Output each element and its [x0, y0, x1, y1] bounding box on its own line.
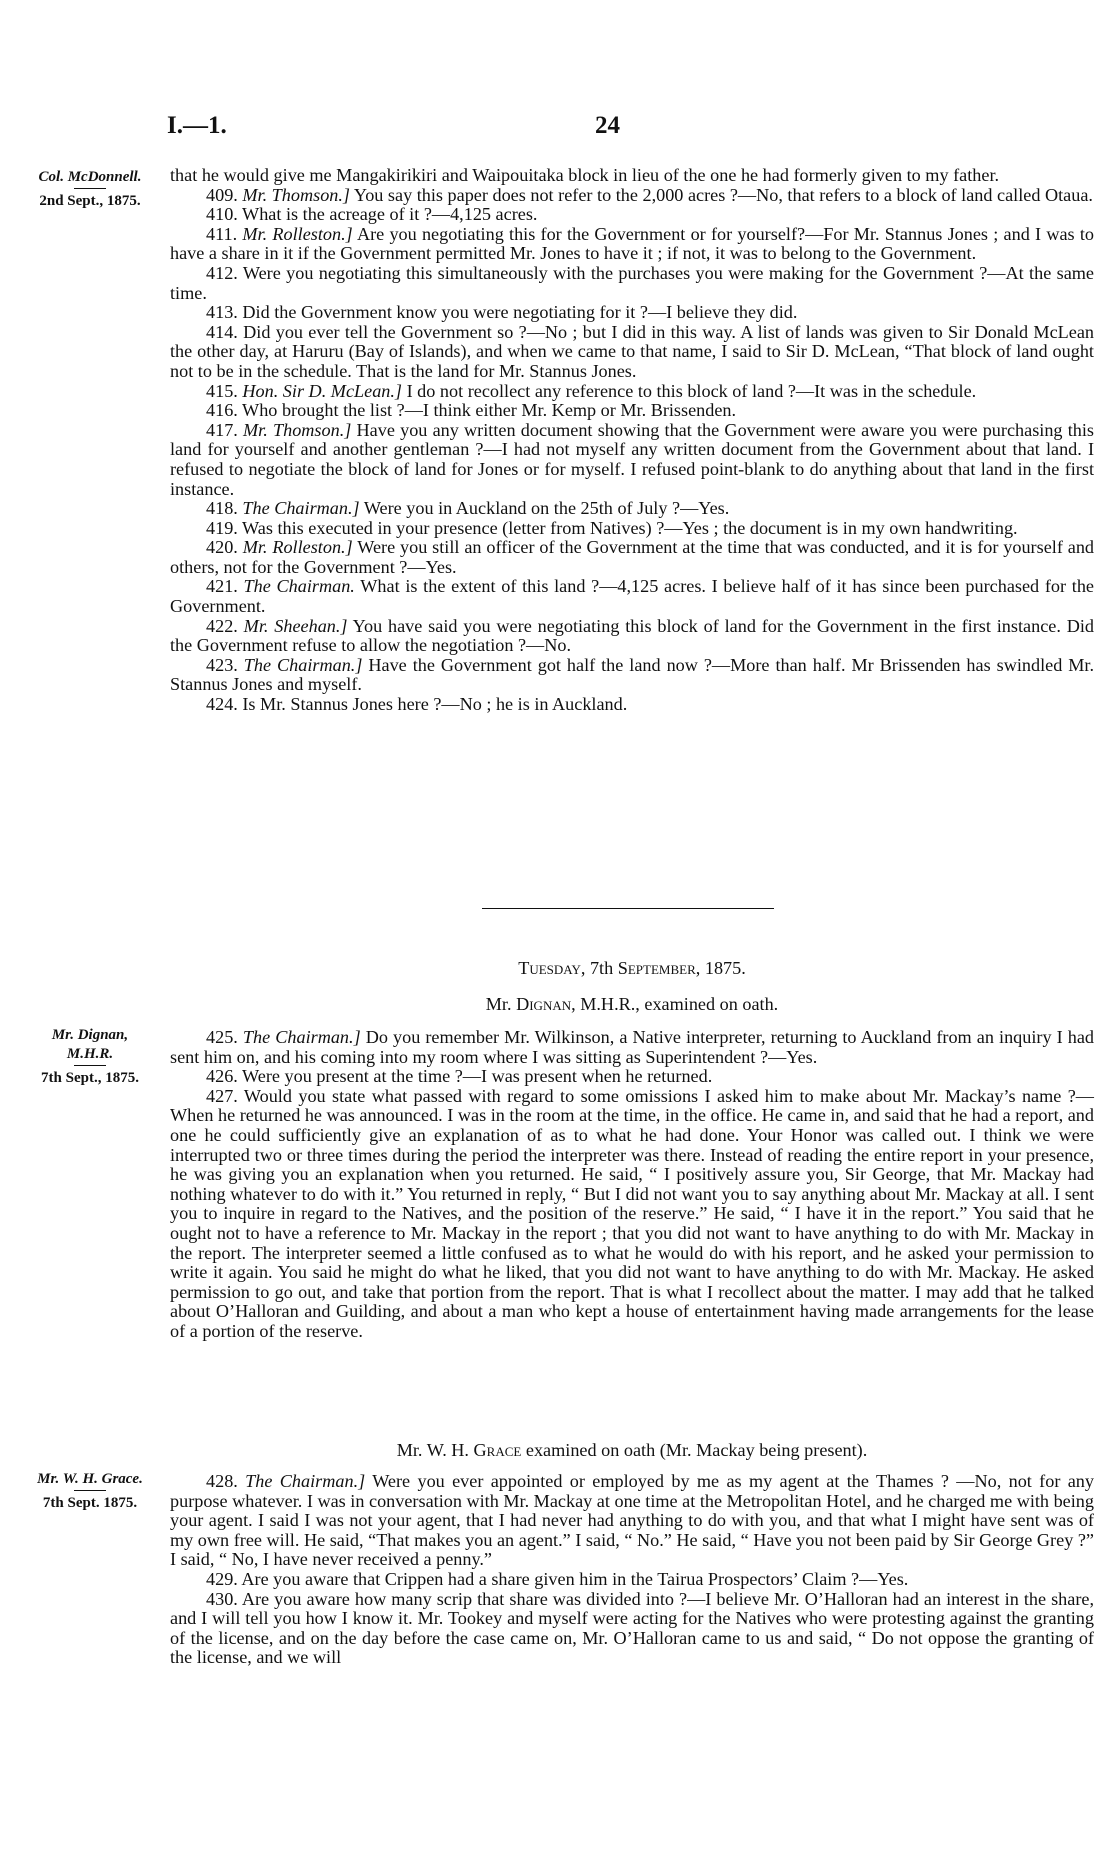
evidence-paragraph: 426. Were you present at the time ?—I was present when he returned.	[206, 1066, 713, 1087]
margin-witness-title: M.H.R.	[66, 1046, 114, 1062]
evidence-section-2	[170, 1028, 1094, 1342]
evidence-paragraph: 420. Mr. Rolleston.] Were you still an officer of the Government at the time that was conducted, and it is for yourself and others, not for the Government ?—Yes.	[170, 537, 1095, 577]
evidence-paragraph: 424. Is Mr. Stannus Jones here ?—No ; he is in Auckland.	[206, 694, 628, 715]
evidence-section-3	[170, 1472, 1094, 1668]
margin-rule	[74, 1490, 106, 1491]
evidence-paragraph: 423. The Chairman.] Have the Government got half the land now ?—More than half. Mr Brissenden has swindled Mr. Stannus Jones and myself.	[170, 654, 1095, 695]
margin-date: 2nd Sept., 1875.	[39, 193, 141, 209]
evidence-paragraph: 414. Did you ever tell the Government so ?—No ; but I did in this way. A list of lands was given to Sir Donald McLean the other day, at Haruru (Bay of Islands), and when we came to that name, I said to Sir D. McLean, “That block of land ought not to be in the schedule. That is the land for Mr. Stannus Jones.	[170, 321, 1095, 381]
evidence-paragraph: 415. Hon. Sir D. McLean.] I do not recollect any reference to this block of land ?—It was in the schedule.	[206, 380, 977, 401]
evidence-paragraph: that he would give me Mangakirikiri and Waipouitaka block in lieu of the one he had formerly given to my father.	[170, 165, 1000, 185]
page-number: 24	[595, 112, 620, 139]
evidence-paragraph: 411. Mr. Rolleston.] Are you negotiating this for the Government or for yourself?—For Mr. Stannus Jones ; and I was to have a share in it if the Government permitted Mr. Jones to have it ; if not, it was to belong to the Government.	[170, 223, 1094, 264]
evidence-paragraph: 418. The Chairman.] Were you in Auckland on the 25th of July ?—Yes.	[206, 498, 730, 519]
margin-date: 7th Sept., 1875.	[41, 1070, 139, 1086]
margin-note-dignan	[20, 1026, 160, 1088]
margin-date: 7th Sept. 1875.	[42, 1495, 138, 1511]
evidence-paragraph: 416. Who brought the list ?—I think either Mr. Kemp or Mr. Brissenden.	[206, 400, 737, 421]
evidence-paragraph: 412. Were you negotiating this simultaneously with the purchases you were making for the Government ?—At the same time.	[170, 262, 1095, 303]
margin-witness-name: Mr. W. H. Grace.	[37, 1471, 143, 1487]
margin-rule	[74, 1065, 106, 1066]
evidence-paragraph: 409. Mr. Thomson.] You say this paper does not refer to the 2,000 acres ?—No, that refers to a block of land called Otaua.	[206, 184, 1093, 205]
margin-rule	[74, 188, 106, 189]
evidence-paragraph: 419. Was this executed in your presence (letter from Natives) ?—Yes ; the document is in my own handwriting.	[206, 517, 1018, 538]
evidence-paragraph: 429. Are you aware that Crippen had a share given him in the Tairua Prospectors’ Claim ?—Yes.	[206, 1568, 909, 1589]
evidence-paragraph: 421. The Chairman. What is the extent of this land ?—4,125 acres. I believe half of it has since been purchased for the Government.	[170, 576, 1094, 617]
evidence-paragraph: 422. Mr. Sheehan.] You have said you were negotiating this block of land for the Government in the first instance. Did the Government refuse to allow the negotiation ?—No.	[170, 615, 1095, 656]
witness-heading-grace: Mr. W. H. Grace examined on oath (Mr. Mackay being present).	[396, 1440, 868, 1460]
date-heading: Tuesday, 7th September, 1875.	[518, 958, 746, 978]
evidence-paragraph: 417. Mr. Thomson.] Have you any written document showing that the Government were aware you were purchasing this land for yourself and another gentleman ?—I had not myself any written document from the Government about that land. I refused to negotiate the block of land for Jones or for myself. I refused point-blank to do anything about that land in the first instance.	[170, 419, 1094, 499]
evidence-paragraph: 427. Would you state what passed with regard to some omissions I asked him to make about Mr. Mackay’s name ?—When he returned he was announced. I was in the room at the time, in the office. He came in, and said that he had a report, and one he could sufficiently give an explanation of as to what he had done. Your Honor was called out. I think we were interrupted two or three times during the period the interpreter was there. Instead of reading the entire report in your presence, he was giving you an explanation when you returned. He said, “ I positively assure you, Sir George, that Mr. Mackay had nothing whatever to do with it.” You returned in reply, “ But I did not want you to say anything about Mr. Mackay at all. I sent you to inquire in regard to the Natives, and the position of the reserve.” He said, “ I have it in the report.” You said that he ought not to have a reference to Mr. Mackay in the report ; that you did not want to have anything to do with Mr. Mackay in the report. The interpreter seemed a little confused as to what he would do with his report, and he asked your permission to write it again. You said he might do what he liked, that you did not want to have anything to do with Mr. Mackay. He asked permission to go out, and take that portion from the report. That is what I recollect about the matter. I may add that he talked about O’Halloran and Guilding, and about a man who kept a house of entertainment having made arrangements for the lease of a portion of the reserve.	[170, 1085, 1094, 1341]
section-divider	[482, 908, 774, 909]
witness-heading-dignan: Mr. Dignan, M.H.R., examined on oath.	[485, 994, 779, 1014]
evidence-paragraph: 430. Are you aware how many scrip that share was divided into ?—I believe Mr. O’Halloran had an interest in the share, and I will tell you how I know it. Mr. Tookey and myself were acting for the Natives who were protesting against the granting of the license, and on the day before the case came on, Mr. O’Halloran came to us and said, “ Do not oppose the granting of the license, and we will	[170, 1588, 1094, 1668]
document-reference: I.—1.	[167, 112, 227, 139]
margin-note-grace	[20, 1470, 160, 1513]
evidence-paragraph: 410. What is the acreage of it ?—4,125 acres.	[206, 204, 538, 225]
margin-note-mcdonnell	[20, 168, 160, 211]
evidence-section-1	[170, 166, 1094, 715]
margin-witness-name: Col. McDonnell.	[38, 169, 142, 185]
evidence-paragraph: 428. The Chairman.] Were you ever appointed or employed by me as my agent at the Thames ? —No, not for any purpose whatever. I was in conversation with Mr. Mackay at one time at the Metropolitan Hotel, and he charged me with being your agent. I said I was not your agent, that I had never had anything to do with you, and that what I might have sent was of my own free will. He said, “That makes you an agent.” I said, “ No.” He said, “ Have you not been paid by Sir George Grey ?” I said, “ No, I have never received a penny.”	[170, 1471, 1094, 1570]
margin-witness-name: Mr. Dignan,	[51, 1027, 129, 1043]
evidence-paragraph: 413. Did the Government know you were negotiating for it ?—I believe they did.	[206, 302, 798, 323]
evidence-paragraph: 425. The Chairman.] Do you remember Mr. Wilkinson, a Native interpreter, returning to Auckland from an inquiry I had sent him on, and his coming into my room where I was sitting as Superintendent ?—Yes.	[170, 1027, 1095, 1067]
